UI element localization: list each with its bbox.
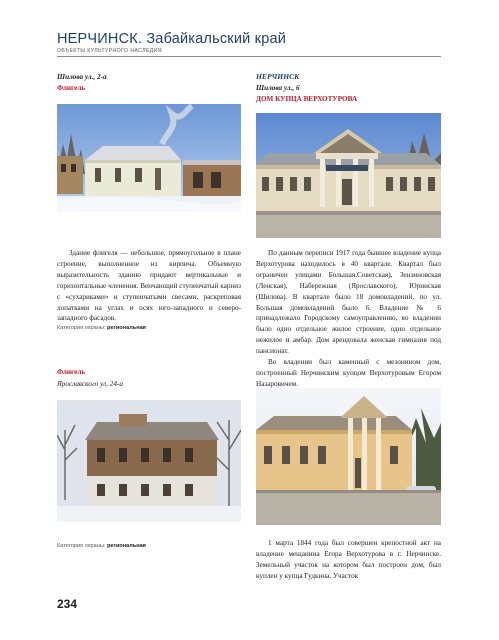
- town-name: НЕРЧИНСК: [256, 72, 300, 81]
- obj3-paragraph-3: 1 марта 1844 года был совершен крепостной акт на владение мещанина Егора Верхотурова в г. Нерчинске. Земельный участок на котором был построен дом, был куплен у купца Гудкина. Участок: [256, 539, 441, 580]
- obj1-name: Флигель: [57, 84, 86, 92]
- page-number: 234: [57, 597, 78, 611]
- obj3-paragraph-1: По данным переписи 1917 года бывшее владение купца Верхотурова находилось в 40 квартале. Квартал был ограничен улицами Большая,Советская), Зензиновская (Ленская), Набережная (Ярославского), Юринская (Шилова). В квартале было 18 домовладений, по ул. Большая домовладений было 6. Владение № 6 принадлежало Городскому самоуправлению, во владении было одно отдельное жилое строение, одно отдельное нежилое и амбар. Дом арендовала женская гимназия под пансионат.: [256, 249, 441, 356]
- obj2-name: Флигель: [57, 368, 86, 376]
- obj3-paragraph-2: Во владении был каменный с мезонином дом, построенный Нерчинским купцом Верхотуровым Егором Назаровичем.: [256, 358, 441, 388]
- obj3-address: Шилова ул., 6: [256, 84, 300, 92]
- obj1-paragraph: Здание флигеля — небольшое, прямоугольное в плане строение, выполненное из кирпича. Объемную выразительность зданию придают вертикальные и горизонтальные членения. Венчающий ступенчатый карниз с «сухариками» и ступенчатыми свесами, раскреповая лопатками на углах и осях юго-западного и северо-западного фасадов.: [57, 249, 241, 323]
- obj1-category: [57, 325, 146, 331]
- obj3-photo: [256, 113, 441, 238]
- obj1-category-value: региональная: [107, 325, 146, 331]
- obj3-name: ДОМ КУПЦА ВЕРХОТУРОВА: [256, 95, 358, 103]
- header-title: НЕРЧИНСК. Забайкальский край: [57, 31, 287, 47]
- obj3-history-continued: [256, 538, 441, 582]
- obj1-photo: [57, 104, 241, 212]
- obj2-category: [57, 543, 146, 549]
- obj2-address: Ярославского ул, 24-а: [57, 380, 123, 388]
- obj3-history: [256, 248, 441, 390]
- obj2-category-value: региональная: [107, 543, 146, 549]
- obj2-photo-drawing: [57, 400, 241, 522]
- obj1-address: Шилова ул., 2-а: [57, 73, 107, 81]
- header-rule: [57, 56, 441, 57]
- obj3-photo-2: [256, 388, 441, 525]
- obj1-photo-drawing: [57, 104, 241, 212]
- obj2-category-label: Категория охраны:: [57, 543, 106, 549]
- header-subtitle: ОБЪЕКТЫ КУЛЬТУРНОГО НАСЛЕДИЯ: [57, 48, 162, 54]
- obj1-category-label: Категория охраны:: [57, 325, 106, 331]
- obj3-photo-drawing: [256, 113, 441, 238]
- obj2-photo: [57, 400, 241, 522]
- obj1-description: [57, 248, 241, 324]
- obj3-photo-2-drawing: [256, 388, 441, 525]
